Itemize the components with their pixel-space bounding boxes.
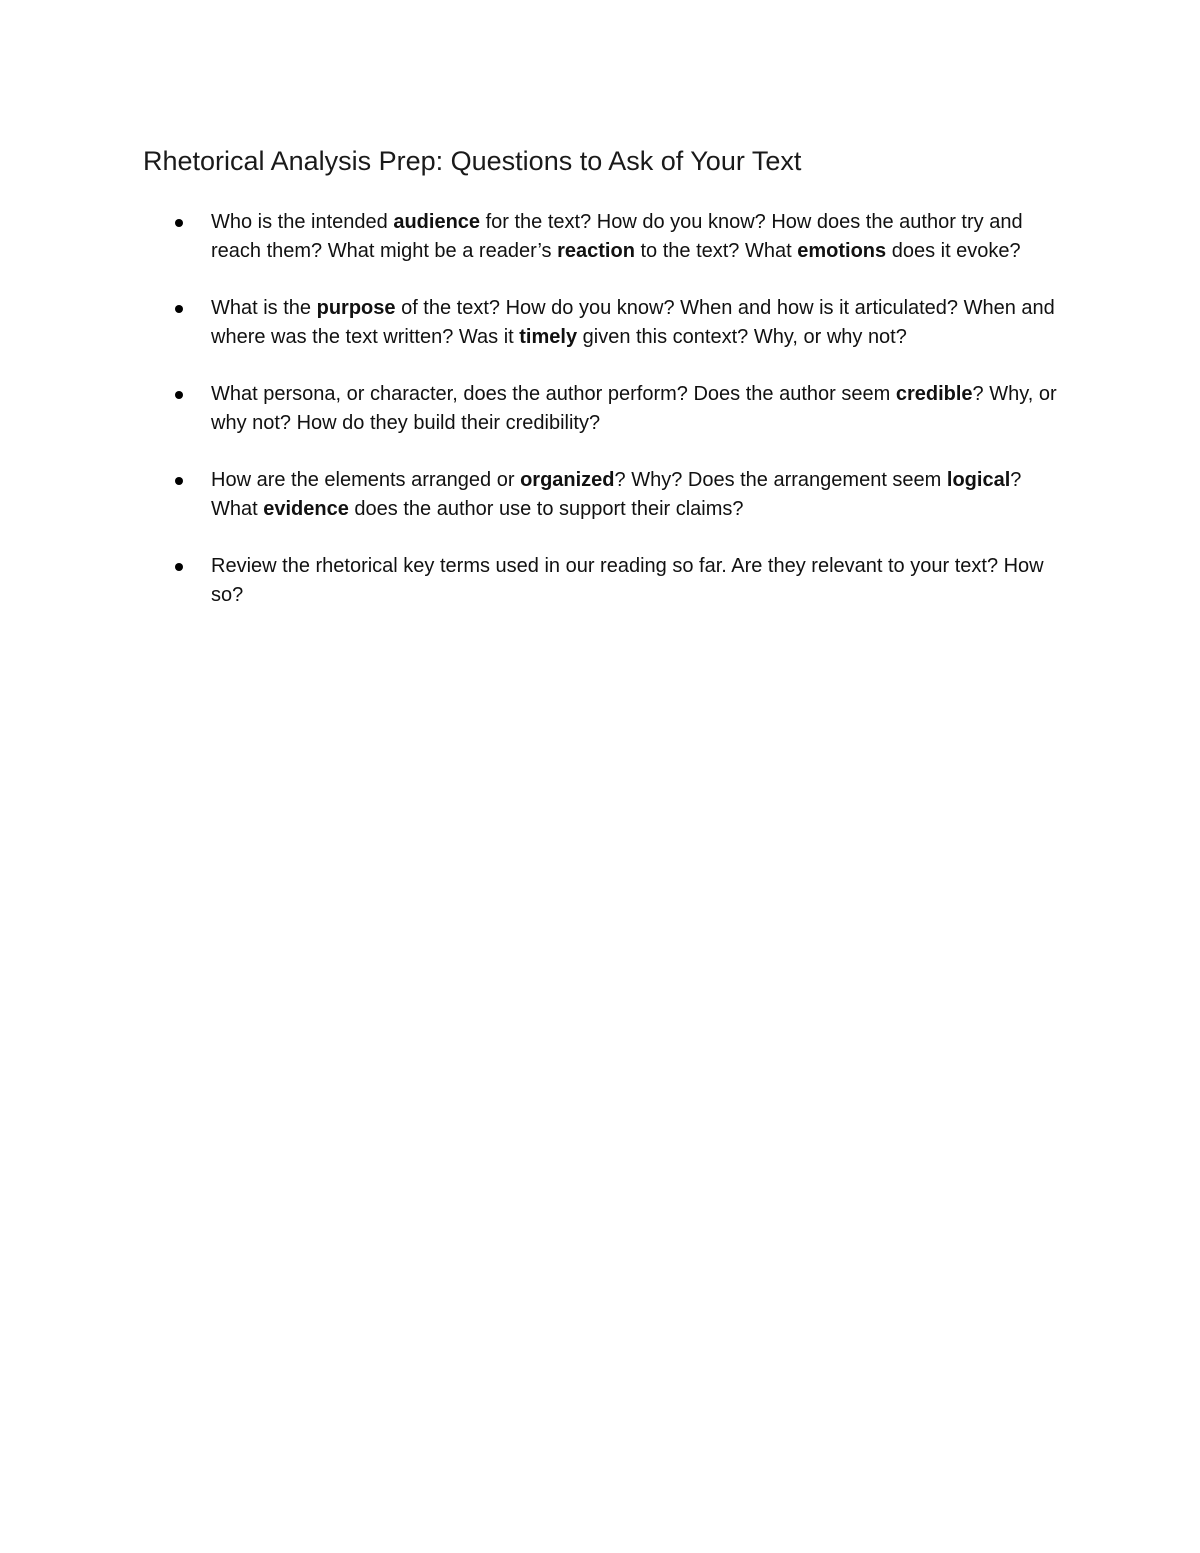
bullet-icon — [175, 391, 183, 399]
key-term: purpose — [316, 297, 396, 319]
question-item — [211, 380, 1061, 438]
question-item — [211, 208, 1061, 266]
key-term: credible — [895, 383, 973, 405]
question-text: How are the elements arranged or — [211, 469, 521, 491]
key-term: timely — [519, 326, 578, 348]
question-text: Who is the intended — [211, 211, 394, 233]
question-text: given this context? Why, or why not? — [577, 326, 907, 348]
question-item — [211, 294, 1061, 352]
question-text: ? What — [211, 469, 1022, 520]
question-text: of the text? How do you know? When and how is it articulated? When and where was the text written? Was it — [211, 297, 1055, 348]
key-term: reaction — [557, 240, 635, 262]
document-title: Rhetorical Analysis Prep: Questions to Ask of Your Text — [143, 146, 802, 176]
question-text: What persona, or character, does the author perform? Does the author seem — [211, 383, 896, 405]
question-list — [211, 208, 1061, 638]
bullet-icon — [175, 305, 183, 313]
question-text: for the text? How do you know? How does the author try and reach them? What might be a reader’s — [211, 211, 1023, 262]
key-term: logical — [946, 469, 1011, 491]
question-text: does it evoke? — [886, 240, 1021, 262]
question-item — [211, 552, 1061, 610]
question-text: ? Why, or why not? How do they build their credibility? — [211, 383, 1057, 434]
bullet-icon — [175, 219, 183, 227]
question-text: ? Why? Does the arrangement seem — [614, 469, 947, 491]
key-term: audience — [393, 211, 481, 233]
key-term: organized — [520, 469, 615, 491]
key-term: evidence — [263, 498, 349, 520]
question-item — [211, 466, 1061, 524]
question-text: Review the rhetorical key terms used in our reading so far. Are they relevant to your text? How so? — [211, 555, 1044, 606]
bullet-icon — [175, 477, 183, 485]
question-text: What is the — [211, 297, 317, 319]
key-term: emotions — [797, 240, 887, 262]
question-text: to the text? What — [634, 240, 798, 262]
question-text: does the author use to support their claims? — [348, 498, 744, 520]
bullet-icon — [175, 563, 183, 571]
